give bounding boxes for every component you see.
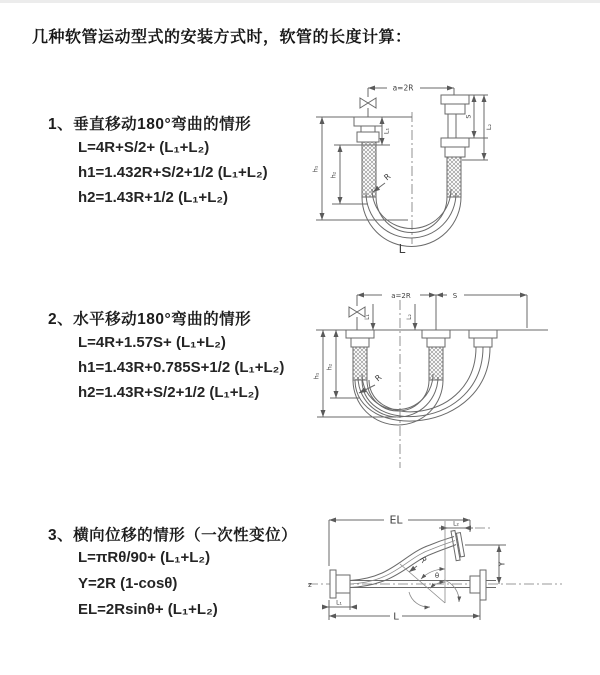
fitting-right: [469, 330, 497, 347]
braided-hose-left: [362, 142, 376, 197]
section-3-formula-Y: Y=2R (1-cosθ): [78, 575, 178, 592]
label-L1: L₁: [336, 599, 342, 607]
label-L2: L₂: [406, 314, 413, 320]
hose-s-curve-position2: [350, 537, 456, 588]
label-h2: h₂: [325, 363, 334, 371]
diagram-horizontal-180-bend: [300, 284, 590, 476]
braided-hose-right: [447, 157, 461, 197]
label-span-a2R: a=2R: [391, 291, 411, 300]
label-L1: L₁: [364, 314, 371, 320]
diagram-lateral-displacement: [298, 492, 600, 644]
section-1-formula-h2: h2=1.43R+1/2 (L₁+L₂): [78, 189, 229, 206]
label-L2: L₂: [485, 123, 493, 131]
label-R: R: [417, 555, 429, 565]
label-R: R: [382, 171, 393, 183]
label-theta: θ: [434, 572, 440, 580]
section-1-heading: 1、垂直移动180°弯曲的情形: [48, 116, 252, 133]
section-1-formula-L: L=4R+S/2+ (L₁+L₂): [78, 139, 210, 156]
label-h1: h₁: [311, 165, 320, 173]
section-1-formula-h1: h1=1.432R+S/2+1/2 (L₁+L₂): [78, 164, 268, 181]
label-L2: L₂: [453, 520, 459, 528]
label-span-a2R: a=2R: [392, 83, 414, 93]
hose-u-bend: [362, 189, 461, 247]
flange-upper-right: [451, 530, 465, 561]
section-3-heading: 3、横向位移的情形（一次性变位）: [48, 527, 298, 544]
label-L1: L₁: [382, 127, 391, 135]
page-top-edge: [0, 0, 600, 3]
section-2-formula-L: L=4R+1.57S+ (L₁+L₂): [78, 334, 226, 351]
section-3-formula-EL: EL=2Rsinθ+ (L₁+L₂): [78, 601, 218, 618]
flange-left: [330, 570, 350, 598]
fitting-right-lower: [441, 138, 488, 197]
fitting-middle: [422, 330, 450, 380]
dim-L: [329, 600, 480, 620]
fitting-right: [470, 570, 496, 600]
label-S: S: [464, 114, 473, 119]
valve-icon: [349, 307, 365, 317]
diagram-vertical-180-bend: [302, 72, 598, 264]
braided-hose-middle: [429, 347, 443, 380]
label-h1: h₁: [312, 372, 321, 380]
label-R: R: [373, 372, 384, 384]
label-Y: Y: [497, 561, 507, 567]
label-L: L: [398, 242, 406, 256]
section-2-heading: 2、水平移动180°弯曲的情形: [48, 311, 252, 328]
label-EL: EL: [389, 513, 403, 527]
dim-span-a2R: [357, 295, 527, 330]
label-L: L: [393, 611, 399, 623]
label-break-mark: z: [308, 581, 312, 589]
section-3-formula-L: L=πRθ/90+ (L₁+L₂): [78, 549, 211, 566]
section-2-formula-h1: h1=1.43R+0.785S+1/2 (L₁+L₂): [78, 359, 285, 376]
valve-icon: [360, 98, 376, 108]
label-S: S: [452, 291, 458, 300]
page-title: 几种软管运动型式的安装方式时，软管的长度计算：: [32, 29, 412, 46]
label-h2: h₂: [329, 171, 338, 179]
angle-construction: [400, 521, 459, 607]
fitting-left: [346, 330, 374, 380]
braided-hose-left: [353, 347, 367, 380]
fitting-left: [354, 117, 382, 197]
radius-leader: [409, 566, 417, 572]
section-2-formula-h2: h2=1.43R+S/2+1/2 (L₁+L₂): [78, 384, 260, 401]
